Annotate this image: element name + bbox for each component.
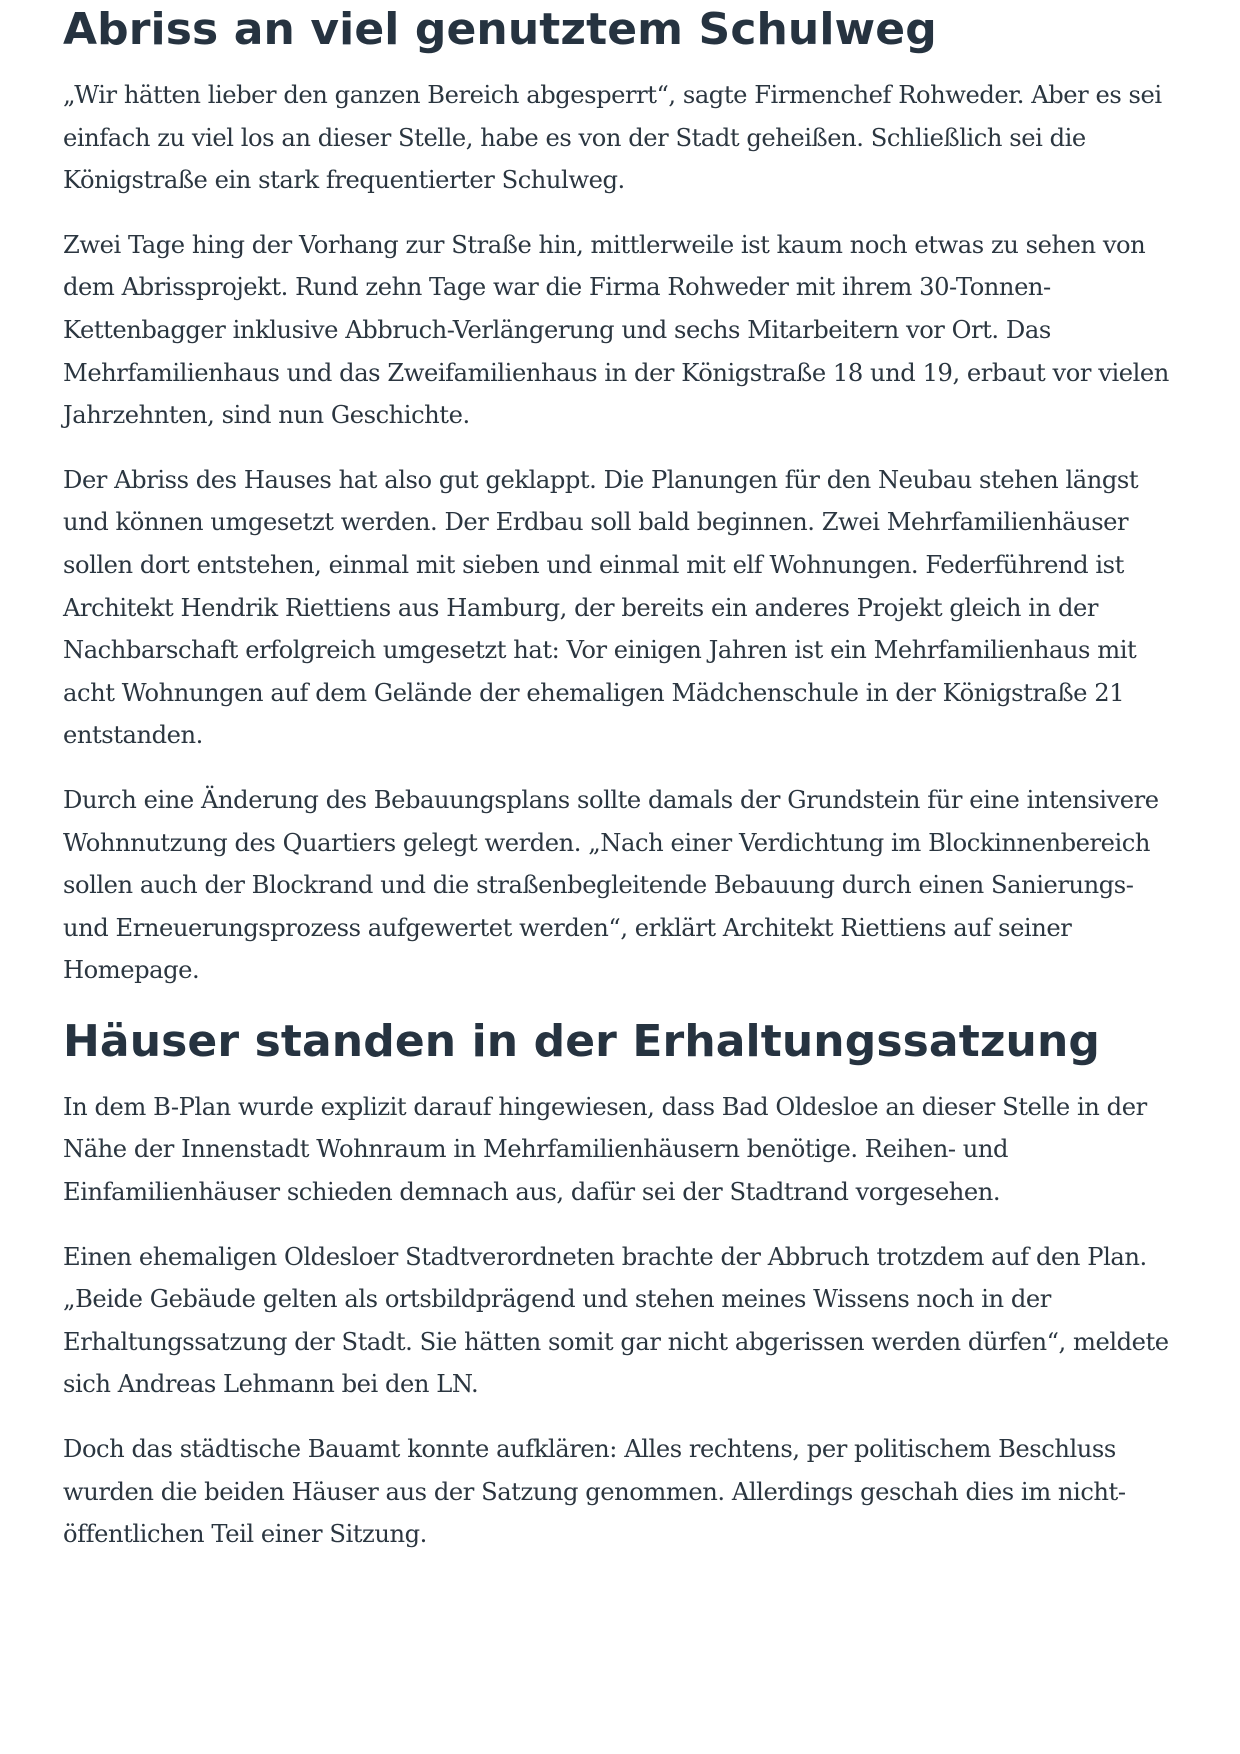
paragraph: Zwei Tage hing der Vorhang zur Straße hin, mittlerweile ist kaum noch etwas zu sehen von dem Abrissprojekt. Rund zehn Tage war die Firma Rohweder mit ihrem 30-Tonnen-Kettenbagger inklusive Abbruch-Verlängerung und sechs Mitarbeitern vor Ort. Das Mehrfamilienhaus und das Zweifamilienhaus in der Königstraße 18 und 19, erbaut vor vielen Jahrzehnten, sind nun Geschichte. (63, 230, 1169, 430)
section-heading-schulweg: Abriss an viel genutztem Schulweg (63, 4, 937, 55)
paragraph: In dem B-Plan wurde explizit darauf hingewiesen, dass Bad Oldesloe an dieser Stelle in der Nähe der Innenstadt Wohnraum in Mehrfamilienhäusern benötige. Reihen- und Einfamilienhäuser schieden demnach aus, dafür sei der Stadtrand vorgesehen. (63, 1092, 1147, 1207)
paragraph: Der Abriss des Hauses hat also gut geklappt. Die Planungen für den Neubau stehen längst und können umgesetzt werden. Der Erdbau soll bald beginnen. Zwei Mehrfamilienhäuser sollen dort entstehen, einmal mit sieben und einmal mit elf Wohnungen. Federführend ist Architekt Hendrik Riettiens aus Hamburg, der bereits ein anderes Projekt gleich in der Nachbarschaft erfolgreich umgesetzt hat: Vor einigen Jahren ist ein Mehrfamilienhaus mit acht Wohnungen auf dem Gelände der ehemaligen Mädchenschule in der Königstraße 21 entstanden. (63, 465, 1139, 750)
paragraph: Durch eine Änderung des Bebauungsplans sollte damals der Grundstein für eine intensivere Wohnnutzung des Quartiers gelegt werden. „Nach einer Verdichtung im Blockinnenbereich sollen auch der Blockrand und die straßenbegleitende Bebauung durch einen Sanierungs- und Erneuerungsprozess aufgewertet werden“, erklärt Architekt Riettiens auf seiner Homepage. (63, 785, 1159, 985)
paragraph: „Wir hätten lieber den ganzen Bereich abgesperrt“, sagte Firmenchef Rohweder. Aber es sei einfach zu viel los an dieser Stelle, habe es von der Stadt geheißen. Schließlich sei die Königstraße ein stark frequentierter Schulweg. (63, 81, 1162, 195)
section-heading-erhaltungssatzung: Häuser standen in der Erhaltungssatzung (63, 1015, 1100, 1067)
article-body (63, 0, 1183, 1578)
paragraph: Doch das städtische Bauamt konnte aufklären: Alles rechtens, per politischem Beschluss wurden die beiden Häuser aus der Satzung genommen. Allerdings geschah dies im nicht-öffentlichen Teil einer Sitzung. (63, 1435, 1126, 1549)
paragraph: Einen ehemaligen Oldesloer Stadtverordneten brachte der Abbruch trotzdem auf den Plan. „Beide Gebäude gelten als ortsbildprägend und stehen meines Wissens noch in der Erhaltungssatzung der Stadt. Sie hätten somit gar nicht abgerissen werden dürfen“, meldete sich Andreas Lehmann bei den LN. (63, 1242, 1169, 1399)
